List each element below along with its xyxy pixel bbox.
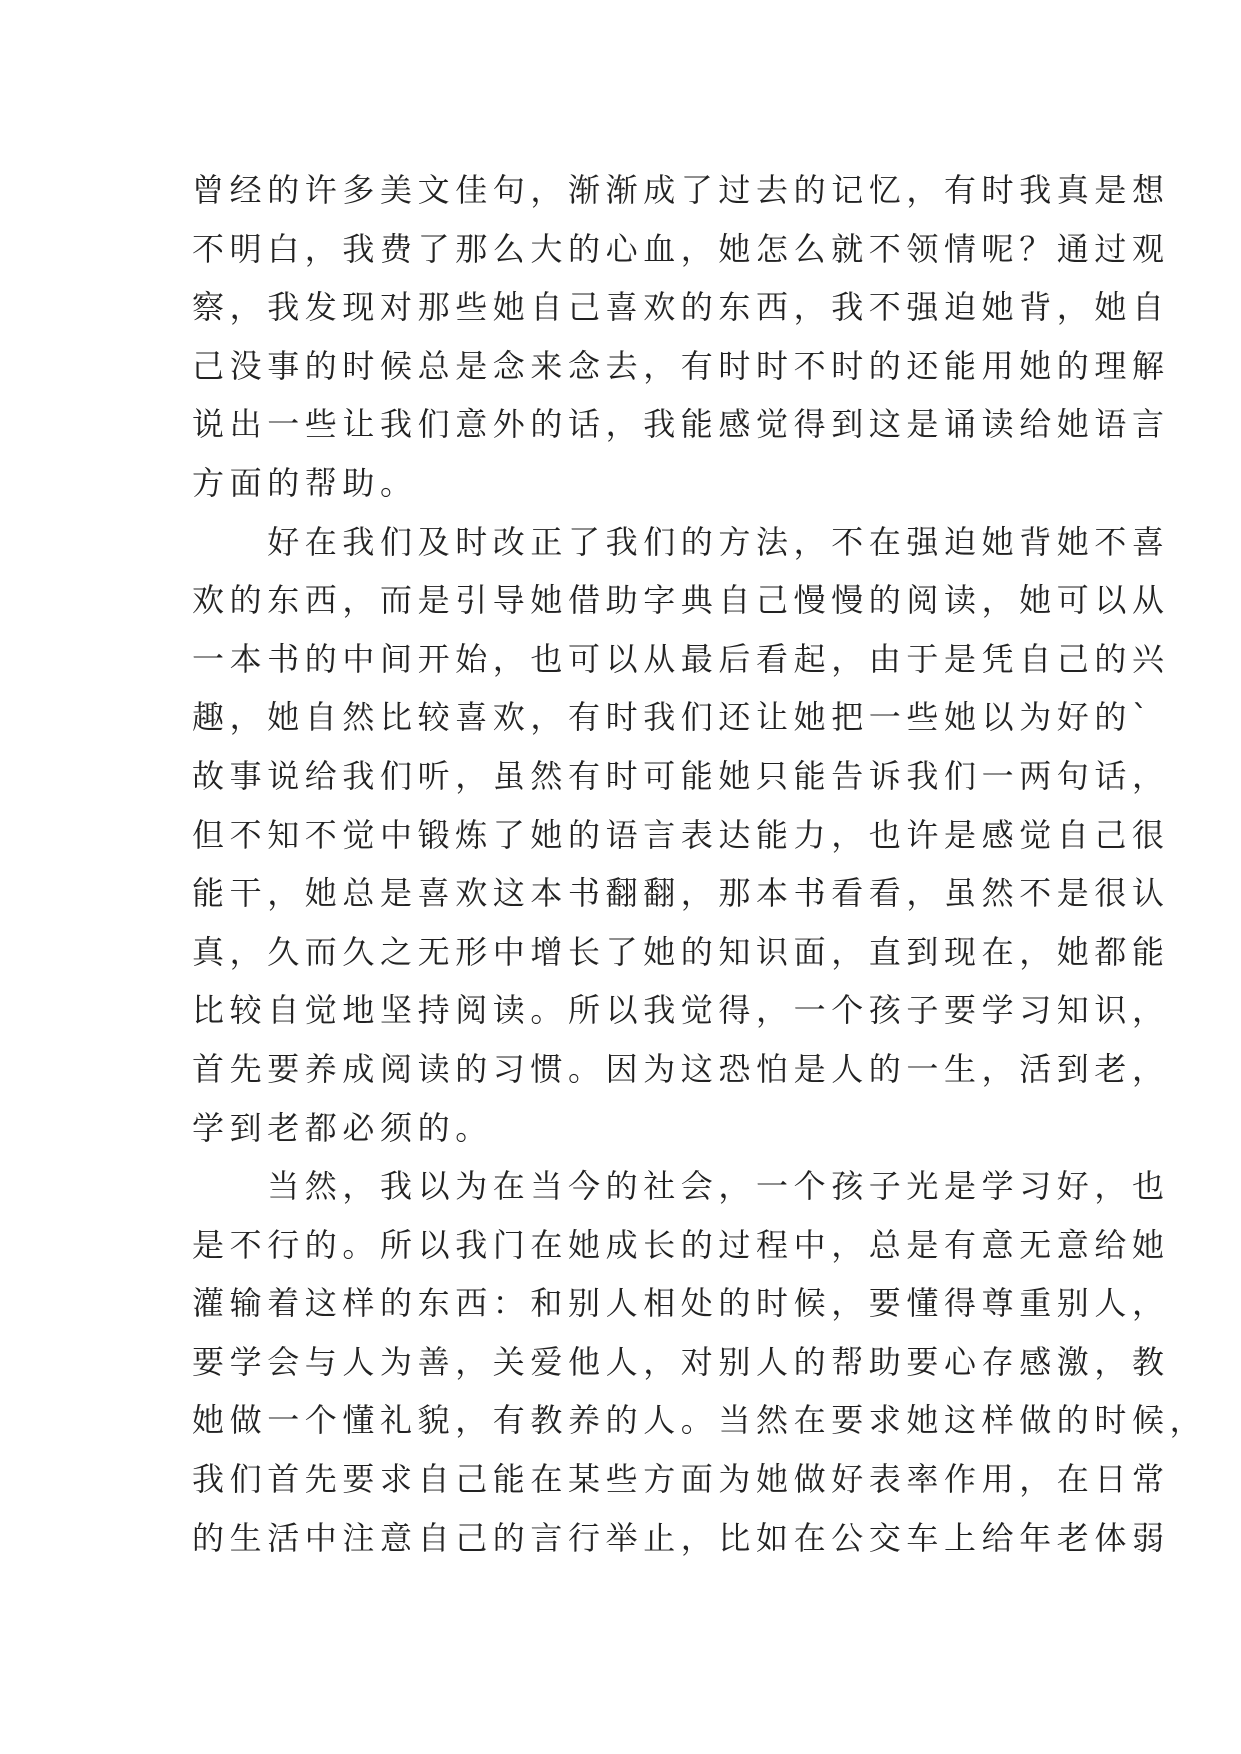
text-line: 察，我发现对那些她自己喜欢的东西，我不强迫她背，她自 <box>192 288 1170 327</box>
text-line: 首先要养成阅读的习惯。因为这恐怕是人的一生，活到老， <box>192 1049 1170 1088</box>
text-line: 好在我们及时改正了我们的方法，不在强迫她背她不喜 <box>192 522 1170 561</box>
text-line: 灌输着这样的东西：和别人相处的时候，要懂得尊重别人， <box>192 1284 1170 1323</box>
text-line: 说出一些让我们意外的话，我能感觉得到这是诵读给她语言 <box>192 405 1170 444</box>
text-line: 是不行的。所以我门在她成长的过程中，总是有意无意给她 <box>192 1225 1170 1264</box>
document-body <box>192 161 1208 1567</box>
text-line: 己没事的时候总是念来念去，有时时不时的还能用她的理解 <box>192 346 1170 385</box>
text-line: 学到老都必须的。 <box>192 1108 493 1147</box>
text-line: 真，久而久之无形中增长了她的知识面，直到现在，她都能 <box>192 932 1170 971</box>
text-line: 要学会与人为善，关爱他人，对别人的帮助要心存感激，教 <box>192 1342 1170 1381</box>
paragraph-3 <box>192 1157 1208 1567</box>
text-line: 但不知不觉中锻炼了她的语言表达能力，也许是感觉自己很 <box>192 815 1170 854</box>
text-line: 欢的东西，而是引导她借助字典自己慢慢的阅读，她可以从 <box>192 581 1170 620</box>
text-line: 一本书的中间开始，也可以从最后看起，由于是凭自己的兴 <box>192 639 1170 678</box>
text-line: 我们首先要求自己能在某些方面为她做好表率作用，在日常 <box>192 1460 1170 1499</box>
text-line: 的生活中注意自己的言行举止，比如在公交车上给年老体弱 <box>192 1518 1170 1557</box>
text-line: 当然，我以为在当今的社会，一个孩子光是学习好，也 <box>192 1167 1170 1206</box>
text-line: 她做一个懂礼貌，有教养的人。当然在要求她这样做的时候， <box>192 1401 1208 1440</box>
paragraph-1 <box>192 161 1170 513</box>
text-line: 能干，她总是喜欢这本书翻翻，那本书看看，虽然不是很认 <box>192 874 1170 913</box>
paragraph-2 <box>192 513 1170 1158</box>
text-line: 曾经的许多美文佳句，渐渐成了过去的记忆，有时我真是想 <box>192 171 1170 209</box>
text-line: 故事说给我们听，虽然有时可能她只能告诉我们一两句话， <box>192 756 1170 795</box>
text-line: 不明白，我费了那么大的心血，她怎么就不领情呢？通过观 <box>192 229 1170 268</box>
text-line: 方面的帮助。 <box>192 463 418 502</box>
text-line: 趣，她自然比较喜欢，有时我们还让她把一些她以为好的` <box>192 698 1154 737</box>
text-line: 比较自觉地坚持阅读。所以我觉得，一个孩子要学习知识， <box>192 991 1170 1030</box>
